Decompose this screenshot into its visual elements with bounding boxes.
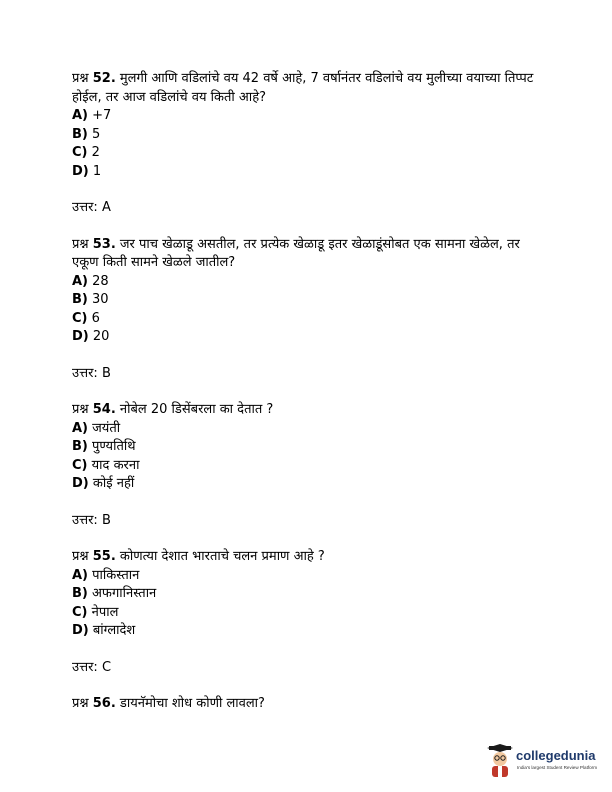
collegedunia-logo <box>486 744 606 780</box>
option: D) 20 <box>72 329 110 344</box>
option: B) 30 <box>72 292 109 307</box>
question-block <box>72 236 542 384</box>
answer-value: B <box>101 365 111 381</box>
option: A) +7 <box>72 108 112 123</box>
option: B) अफगानिस्तान <box>72 586 157 601</box>
answer-line: उत्तर: A <box>72 200 111 215</box>
option: A) जयंती <box>72 420 121 436</box>
answer-value: C <box>101 659 112 675</box>
question-text: प्रश्न 53. जर पाच खेळाडू असतील, तर प्रत्येक खेळाडू इतर खेळाडूंसोबत एक सामना खेळेल, तर एकूण किती सामने खेळले जातील? <box>72 236 520 270</box>
option: B) 5 <box>72 126 101 142</box>
question-block <box>72 548 542 677</box>
question-text: प्रश्न 56. डायनॅमोचा शोध कोणी लावला? <box>72 696 265 711</box>
option: B) पुण्यतिथि <box>72 439 136 454</box>
logo-name: collegedunia <box>516 748 596 763</box>
answer-value: B <box>101 512 111 528</box>
option: D) बांग्लादेश <box>72 623 136 638</box>
question-block <box>72 695 542 714</box>
option: C) 2 <box>72 145 100 160</box>
option: C) 6 <box>72 310 100 326</box>
option: A) 28 <box>72 273 109 289</box>
answer-line: उत्तर: C <box>72 659 112 675</box>
option: D) 1 <box>72 163 102 179</box>
answer-value: A <box>101 200 111 215</box>
option: C) नेपाल <box>72 604 119 620</box>
option: D) कोई नहीं <box>72 476 135 491</box>
question-text: प्रश्न 54. नोबेल 20 डिसेंबरला का देतात ? <box>72 402 274 417</box>
logo-tagline: India's largest Student Review Platform <box>517 765 598 770</box>
question-list <box>72 70 542 714</box>
question-text: प्रश्न 55. कोणत्या देशात भारताचे चलन प्रमाण आहे ? <box>72 549 325 564</box>
student-mascot-icon <box>486 744 514 778</box>
question-text: प्रश्न 52. मुलगी आणि वडिलांचे वय 42 वर्षे आहे, 7 वर्षानंतर वडिलांचे वय मुलीच्या वयाच्या तिप्पट होईल, तर आज वडिलांचे वय किती आहे? <box>72 71 534 105</box>
question-block <box>72 401 542 530</box>
answer-line: उत्तर: B <box>72 365 111 381</box>
answer-line: उत्तर: B <box>72 512 111 528</box>
option: C) याद करना <box>72 457 140 473</box>
option: A) पाकिस्तान <box>72 567 140 583</box>
question-block <box>72 70 542 218</box>
